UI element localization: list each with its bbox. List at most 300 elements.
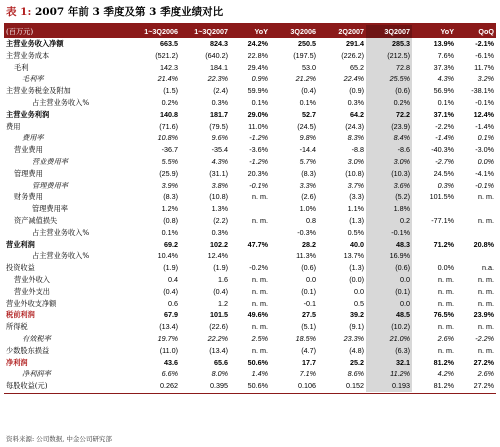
table-cell: 0.0: [306, 274, 316, 284]
row-label: 营业费用率: [32, 156, 68, 166]
table-cell: 101.5: [210, 310, 228, 320]
table-cell: -1.2%: [249, 156, 268, 166]
row-label: 主营业务成本: [6, 50, 50, 60]
table-cell: -38.1%: [471, 86, 494, 96]
table-cell: -1.4%: [435, 133, 454, 143]
table-cell: [230, 227, 270, 239]
table-number: 表 1:: [6, 6, 32, 18]
table-cell: 0.106: [298, 381, 316, 391]
table-cell: 12.4%: [473, 109, 494, 119]
table-cell: 3.7%: [347, 180, 364, 190]
table-cell: n. m.: [438, 298, 454, 308]
cell-highlight: (212.5): [366, 50, 412, 62]
table-cell: n. m.: [252, 215, 268, 225]
table-cell: -1.4%: [475, 121, 494, 131]
table-cell: 56.9%: [433, 86, 454, 96]
cell-highlight: (23.9): [366, 121, 412, 133]
row-label: 净利润: [6, 357, 28, 367]
table-row: [4, 333, 496, 345]
cell-highlight: (10.2): [366, 321, 412, 333]
table-cell: 81.2%: [433, 357, 454, 367]
table-cell: 0.395: [210, 381, 228, 391]
table-cell: 53.0: [302, 62, 316, 72]
table-cell: (0.8): [163, 215, 178, 225]
table-cell: 0.3%: [437, 180, 454, 190]
header-cell: YoY: [254, 27, 268, 36]
table-cell: 20.8%: [473, 239, 494, 249]
row-label: 费用: [6, 121, 21, 131]
table-cell: (11.0): [159, 345, 178, 355]
cell-highlight: 0.193: [366, 380, 412, 392]
table-cell: 23.9%: [473, 310, 494, 320]
table-cell: 12.4%: [207, 251, 228, 261]
table-cell: 8.6%: [347, 369, 364, 379]
table-row: [4, 38, 496, 50]
table-cell: (0.0): [349, 274, 364, 284]
table-cell: 47.7%: [247, 239, 268, 249]
table-cell: 11.7%: [474, 62, 494, 72]
table-cell: 2.6%: [437, 333, 454, 343]
table-cell: 1.4%: [251, 369, 268, 379]
table-cell: 65.2: [350, 62, 364, 72]
cell-highlight: (0.1): [366, 286, 412, 298]
row-label: 占主营业务收入%: [32, 227, 90, 237]
table-cell: -2.7%: [435, 156, 454, 166]
table-cell: -0.1%: [475, 97, 494, 107]
table-cell: 0.5%: [347, 227, 364, 237]
row-label: 有效税率: [22, 333, 51, 343]
header-cell: 1~3Q2006: [144, 27, 178, 36]
cell-highlight: (0.6): [366, 85, 412, 97]
table-cell: -0.1%: [475, 180, 494, 190]
table-row: [4, 298, 496, 310]
table-cell: (521.2): [155, 50, 178, 60]
table-cell: 2.6%: [477, 369, 494, 379]
table-cell: 1.2%: [161, 204, 178, 214]
row-label: 营业外收支净额: [6, 298, 57, 308]
table-row: [4, 156, 496, 168]
table-title-text: 2007 年前 3 季度及第 3 季度业绩对比: [35, 6, 224, 18]
table-row: [4, 215, 496, 227]
table-cell: 13.7%: [343, 251, 364, 261]
table-cell: 291.4: [346, 39, 364, 48]
cell-highlight: 72.2: [366, 109, 412, 121]
table-cell: 0.1%: [251, 97, 268, 107]
table-cell: (22.6): [209, 322, 228, 332]
table-row: [4, 262, 496, 274]
cell-highlight: (0.6): [366, 262, 412, 274]
table-cell: 0.9%: [251, 74, 268, 84]
table-cell: 8.0%: [211, 369, 228, 379]
table-cell: (9.1): [349, 322, 364, 332]
table-cell: (1.9): [213, 263, 228, 273]
table-cell: 184.1: [210, 62, 228, 72]
cell-highlight: 25.5%: [366, 73, 412, 85]
table-cell: 11.3%: [296, 251, 316, 261]
table-cell: 69.2: [164, 239, 178, 249]
table-cell: 0.3%: [211, 97, 228, 107]
table-cell: (2.6): [301, 192, 316, 202]
table-row: [4, 50, 496, 62]
table-cell: 0.1%: [437, 97, 454, 107]
table-cell: (5.1): [301, 322, 316, 332]
cell-highlight: 48.5: [366, 309, 412, 321]
cell-highlight: (5.2): [366, 191, 412, 203]
table-row: [4, 227, 496, 239]
table-cell: -1.2%: [249, 133, 268, 143]
table-cell: -8.8: [351, 145, 364, 155]
table-cell: -3.0%: [475, 145, 494, 155]
table-cell: 49.6%: [247, 310, 268, 320]
row-label: 管理费用率: [32, 204, 68, 214]
table-cell: (4.7): [301, 345, 316, 355]
table-cell: 1.1%: [347, 204, 364, 214]
table-cell: 1.6: [218, 274, 228, 284]
row-label: 管理费用: [14, 168, 43, 178]
cell-highlight: 8.4%: [366, 132, 412, 144]
table-row: [4, 191, 496, 203]
cell-highlight: 48.3: [366, 239, 412, 251]
table-row: [4, 286, 496, 298]
table-cell: 22.2%: [207, 333, 228, 343]
table-row: [4, 97, 496, 109]
table-cell: 43.6: [164, 357, 178, 367]
table-row: [4, 239, 496, 251]
row-label: 营业外支出: [14, 286, 50, 296]
table-cell: 7.1%: [299, 369, 316, 379]
table-cell: (25.9): [159, 168, 178, 178]
table-cell: 0.0%: [477, 156, 494, 166]
table-cell: (24.3): [345, 121, 364, 131]
table-cell: 181.7: [210, 109, 228, 119]
table-cell: 0.262: [160, 381, 178, 391]
table-cell: 0.8: [306, 215, 316, 225]
table-cell: 8.3%: [347, 133, 364, 143]
source-note: 资料来源: 公司数据, 中金公司研究部: [6, 435, 112, 443]
table-cell: n. m.: [252, 286, 268, 296]
table-cell: (1.3): [349, 263, 364, 273]
table-cell: 10.8%: [157, 133, 178, 143]
table-bottom-rule: [4, 393, 496, 394]
table-cell: (197.5): [293, 50, 316, 60]
table-cell: 11.0%: [248, 121, 268, 131]
table-cell: 5.5%: [161, 156, 178, 166]
table-cell: 3.8%: [211, 180, 228, 190]
table-cell: (1.3): [349, 215, 364, 225]
table-cell: [412, 203, 456, 215]
row-label: 资产减值损失: [14, 215, 58, 225]
table-cell: 0.1%: [161, 227, 178, 237]
cell-highlight: (6.3): [366, 345, 412, 357]
table-cell: n.a.: [482, 263, 494, 273]
table-cell: -4.1%: [475, 168, 494, 178]
table-cell: 250.5: [298, 39, 316, 48]
cell-highlight: 3.6%: [366, 180, 412, 192]
table-cell: (0.1): [301, 286, 316, 296]
table-cell: 0.2%: [161, 97, 178, 107]
table-cell: 0.5: [354, 298, 364, 308]
row-label: 费用率: [22, 133, 44, 143]
table-cell: 37.1%: [433, 109, 454, 119]
table-cell: n. m.: [478, 298, 494, 308]
cell-highlight: 16.9%: [366, 250, 412, 262]
row-label: 净利润率: [22, 369, 51, 379]
table-cell: 4.2%: [437, 369, 454, 379]
row-label: 每股收益(元): [6, 381, 48, 391]
table-cell: 102.2: [210, 239, 228, 249]
table-cell: (10.8): [209, 192, 228, 202]
header-cell: 2Q2007: [338, 27, 364, 36]
row-label: 税前利润: [6, 310, 35, 320]
row-label: 投资收益: [6, 263, 35, 273]
table-cell: 0.6: [168, 298, 178, 308]
table-cell: 50.6%: [247, 357, 268, 367]
table-cell: n. m.: [438, 345, 454, 355]
table-cell: 65.6: [214, 357, 228, 367]
table-cell: 21.2%: [295, 74, 316, 84]
table-cell: -36.7: [161, 145, 178, 155]
table-cell: -14.4: [299, 145, 316, 155]
table-cell: 40.0: [350, 239, 364, 249]
table-row: [4, 121, 496, 133]
table-cell: (10.8): [345, 168, 364, 178]
table-cell: [456, 250, 496, 262]
table-cell: (0.6): [301, 263, 316, 273]
table-title: [6, 4, 223, 20]
table-cell: 0.1%: [477, 133, 494, 143]
table-cell: 4.3%: [211, 156, 228, 166]
table-cell: n. m.: [478, 286, 494, 296]
table-row: [4, 203, 496, 215]
table-cell: (0.4): [301, 86, 316, 96]
table-cell: n. m.: [478, 322, 494, 332]
table-cell: 663.5: [160, 39, 178, 48]
table-cell: 71.2%: [433, 239, 454, 249]
table-cell: 2.5%: [251, 333, 268, 343]
table-cell: (0.4): [163, 286, 178, 296]
table-cell: 0.4: [168, 274, 178, 284]
cell-highlight: 0.2%: [366, 97, 412, 109]
table-row: [4, 380, 496, 392]
table-cell: [412, 250, 456, 262]
row-label: 营业费用: [14, 145, 43, 155]
table-cell: n. m.: [252, 192, 268, 202]
table-row: [4, 274, 496, 286]
table-cell: 22.3%: [207, 74, 228, 84]
table-cell: (226.2): [341, 50, 364, 60]
table-cell: 39.2: [350, 310, 364, 320]
table-cell: (13.4): [159, 322, 178, 332]
table-header-row: [4, 25, 496, 38]
cell-highlight: 72.8: [366, 62, 412, 74]
table-row: [4, 180, 496, 192]
table-row: [4, 368, 496, 380]
table-cell: 27.2%: [473, 357, 494, 367]
table-cell: 21.4%: [157, 74, 178, 84]
table-cell: 3.3%: [299, 180, 316, 190]
row-label: 毛利: [14, 62, 29, 72]
table-cell: (13.4): [209, 345, 228, 355]
table-cell: 22.8%: [247, 50, 268, 60]
table-cell: 37.3%: [433, 62, 454, 72]
table-cell: n. m.: [252, 298, 268, 308]
table-cell: 27.2%: [473, 381, 494, 391]
table-cell: 24.2%: [247, 39, 268, 48]
table-cell: 140.8: [160, 109, 178, 119]
table-cell: [412, 227, 456, 239]
table-cell: 10.4%: [157, 251, 178, 261]
table-cell: 29.4%: [247, 62, 268, 72]
table-cell: (2.4): [213, 86, 228, 96]
table-body: [4, 38, 496, 392]
table-cell: 20.3%: [247, 168, 268, 178]
table-cell: [230, 203, 270, 215]
cell-highlight: (10.3): [366, 168, 412, 180]
table-cell: (640.2): [205, 50, 228, 60]
row-label: 主营业务收入净额: [6, 39, 64, 48]
cell-highlight: -0.1%: [366, 227, 412, 239]
table-cell: 1.3%: [211, 204, 228, 214]
table-cell: 23.3%: [343, 333, 364, 343]
table-cell: 1.0%: [299, 204, 316, 214]
cell-highlight: 21.0%: [366, 333, 412, 345]
table-cell: n. m.: [478, 345, 494, 355]
table-cell: 3.2%: [477, 74, 494, 84]
table-cell: 101.5%: [429, 192, 454, 202]
table-cell: 0.0: [354, 286, 364, 296]
table-cell: 17.7: [302, 357, 316, 367]
row-label: 占主营业务收入%: [32, 97, 90, 107]
table-cell: 52.7: [302, 109, 316, 119]
table-cell: n. m.: [252, 345, 268, 355]
table-cell: 0.3%: [347, 97, 364, 107]
header-cell-highlight: 3Q2007: [366, 25, 412, 38]
table-row: [4, 62, 496, 74]
table-cell: 50.6%: [247, 381, 268, 391]
cell-highlight: -8.6: [366, 144, 412, 156]
table-cell: 76.5%: [433, 310, 454, 320]
table-row: [4, 109, 496, 121]
table-cell: -40.3%: [431, 145, 454, 155]
table-cell: 5.7%: [299, 156, 316, 166]
table-cell: -2.2%: [435, 121, 454, 131]
row-label: 财务费用: [14, 192, 43, 202]
table-cell: 67.9: [164, 310, 178, 320]
row-label: 所得税: [6, 322, 28, 332]
table-cell: -0.1: [303, 298, 316, 308]
table-row: [4, 85, 496, 97]
table-cell: 59.9%: [247, 86, 268, 96]
table-cell: (24.5): [297, 121, 316, 131]
table-cell: n. m.: [252, 322, 268, 332]
table-cell: (0.4): [213, 286, 228, 296]
table-cell: 824.3: [210, 39, 228, 48]
table-row: [4, 73, 496, 85]
table-cell: 0.0%: [437, 263, 454, 273]
table-row: [4, 250, 496, 262]
row-label: 营业利润: [6, 239, 35, 249]
table-cell: -3.6%: [249, 145, 268, 155]
cell-highlight: 0.0: [366, 298, 412, 310]
table-cell: 9.6%: [211, 133, 228, 143]
table-cell: (31.1): [209, 168, 228, 178]
table-cell: [230, 250, 270, 262]
table-row: [4, 309, 496, 321]
cell-highlight: 1.8%: [366, 203, 412, 215]
table-cell: n. m.: [478, 274, 494, 284]
table-cell: (1.5): [163, 86, 178, 96]
table-cell: 9.8%: [299, 133, 316, 143]
table-cell: (8.3): [163, 192, 178, 202]
table-cell: 28.2: [302, 239, 316, 249]
table-cell: 3.0%: [347, 156, 364, 166]
row-label: 管理费用率: [32, 180, 68, 190]
table-cell: (8.3): [301, 168, 316, 178]
table-cell: -35.4: [211, 145, 228, 155]
table-cell: 27.5: [302, 310, 316, 320]
table-cell: 13.9%: [433, 39, 454, 48]
table-cell: n. m.: [438, 286, 454, 296]
table-cell: -6.1%: [475, 50, 494, 60]
table-cell: -0.1%: [249, 180, 268, 190]
table-cell: -0.3%: [297, 227, 316, 237]
row-label: 主营业务税金及附加: [6, 86, 71, 96]
table-cell: 6.6%: [161, 369, 178, 379]
header-cell: QoQ: [478, 27, 494, 36]
table-cell: 0.3%: [211, 227, 228, 237]
cell-highlight: 285.3: [366, 38, 412, 50]
table-cell: 29.0%: [247, 109, 268, 119]
cell-highlight: 0.2: [366, 215, 412, 227]
table-cell: [456, 203, 496, 215]
header-cell: 1~3Q2007: [194, 27, 228, 36]
table-cell: -0.2%: [249, 263, 268, 273]
cell-highlight: 0.0: [366, 274, 412, 286]
table-row: [4, 132, 496, 144]
cell-highlight: 3.0%: [366, 156, 412, 168]
table-cell: 81.2%: [433, 381, 454, 391]
table-cell: 19.7%: [157, 333, 178, 343]
table-cell: 18.5%: [295, 333, 316, 343]
table-cell: 25.2: [350, 357, 364, 367]
table-cell: n. m.: [478, 192, 494, 202]
table-cell: -77.1%: [431, 215, 454, 225]
header-cell: (百万元): [6, 27, 34, 36]
table-cell: 7.6%: [437, 50, 454, 60]
table-cell: 64.2: [350, 109, 364, 119]
cell-highlight: 11.2%: [366, 368, 412, 380]
row-label: 少数股东损益: [6, 345, 50, 355]
table-cell: 0.152: [346, 381, 364, 391]
table-cell: 22.4%: [343, 74, 364, 84]
row-label: 占主营业务收入%: [32, 251, 90, 261]
table-cell: n. m.: [438, 322, 454, 332]
row-label: 毛利率: [22, 74, 44, 84]
table-cell: 1.2: [218, 298, 228, 308]
table-row: [4, 168, 496, 180]
row-label: 主营业务利润: [6, 109, 50, 119]
table-row: [4, 321, 496, 333]
table-cell: n. m.: [478, 215, 494, 225]
table-cell: 3.9%: [161, 180, 178, 190]
table-row: [4, 357, 496, 369]
table-cell: 142.3: [160, 62, 178, 72]
table-cell: (1.9): [163, 263, 178, 273]
table-cell: -2.2%: [475, 333, 494, 343]
table-cell: (4.8): [349, 345, 364, 355]
table-row: [4, 144, 496, 156]
table-cell: (79.5): [209, 121, 228, 131]
